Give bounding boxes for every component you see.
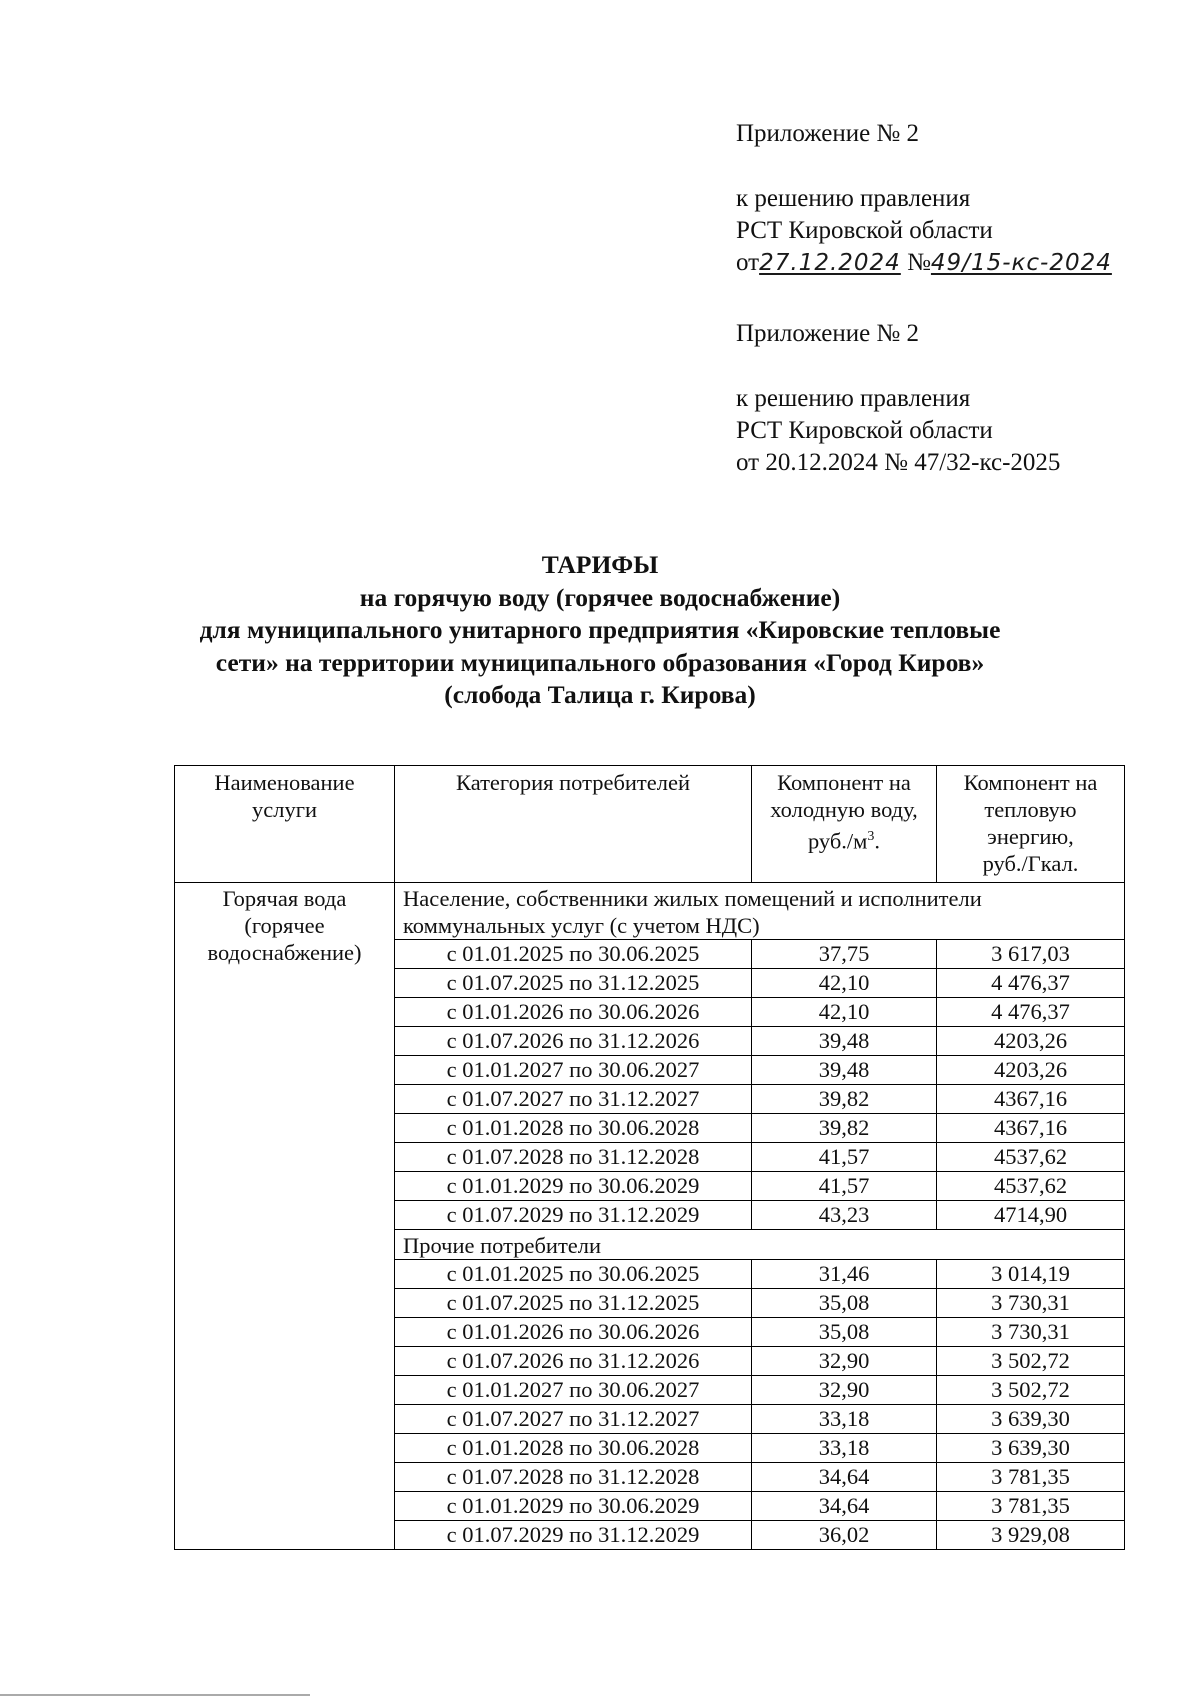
- cold-water-cell: 41,57: [752, 1143, 937, 1172]
- authority-line: РСТ Кировской области: [736, 417, 993, 444]
- heat-cell: 3 929,08: [937, 1521, 1125, 1550]
- period-cell: с 01.01.2027 по 30.06.2027: [395, 1056, 752, 1085]
- heat-cell: 3 639,30: [937, 1434, 1125, 1463]
- heat-cell: 4203,26: [937, 1056, 1125, 1085]
- decision-line: к решению правления: [736, 385, 971, 412]
- table-header-row: [175, 766, 1125, 883]
- period-cell: с 01.07.2029 по 31.12.2029: [395, 1201, 752, 1230]
- heat-cell: 4203,26: [937, 1027, 1125, 1056]
- cold-water-cell: 34,64: [752, 1463, 937, 1492]
- service-name-cell: [175, 883, 395, 1550]
- service-name-line: водоснабжение): [207, 940, 362, 965]
- heat-cell: 4537,62: [937, 1143, 1125, 1172]
- group-row: [175, 883, 1125, 940]
- heat-cell: 3 781,35: [937, 1463, 1125, 1492]
- heat-cell: 3 730,31: [937, 1318, 1125, 1347]
- cold-water-cell: 36,02: [752, 1521, 937, 1550]
- header-text: Наименование: [214, 770, 355, 795]
- heat-cell: 4 476,37: [937, 998, 1125, 1027]
- period-cell: с 01.01.2025 по 30.06.2025: [395, 1260, 752, 1289]
- cold-water-cell: 33,18: [752, 1405, 937, 1434]
- appendix-current: [736, 118, 1112, 279]
- tariff-table: [174, 765, 1125, 1550]
- heat-cell: 4714,90: [937, 1201, 1125, 1230]
- cold-water-cell: 39,82: [752, 1114, 937, 1143]
- heat-cell: 4367,16: [937, 1085, 1125, 1114]
- period-cell: с 01.07.2028 по 31.12.2028: [395, 1143, 752, 1172]
- header-text: тепловую: [984, 797, 1077, 822]
- cold-water-cell: 34,64: [752, 1492, 937, 1521]
- heat-cell: 4367,16: [937, 1114, 1125, 1143]
- cold-water-cell: 31,46: [752, 1260, 937, 1289]
- cold-water-cell: 35,08: [752, 1289, 937, 1318]
- header-cold-water: [752, 766, 937, 883]
- header-category: [395, 766, 752, 883]
- header-heat: [937, 766, 1125, 883]
- title-line: (слобода Талица г. Кирова): [444, 680, 756, 709]
- heat-cell: 3 730,31: [937, 1289, 1125, 1318]
- period-cell: с 01.07.2027 по 31.12.2027: [395, 1405, 752, 1434]
- period-cell: с 01.01.2028 по 30.06.2028: [395, 1114, 752, 1143]
- from-prefix: от: [736, 249, 760, 276]
- period-cell: с 01.07.2025 по 31.12.2025: [395, 1289, 752, 1318]
- period-cell: с 01.01.2025 по 30.06.2025: [395, 940, 752, 969]
- cold-water-cell: 42,10: [752, 969, 937, 998]
- number-prefix: №: [907, 249, 931, 276]
- header-text: энергию,: [987, 824, 1074, 849]
- unit-tail: .: [874, 828, 881, 854]
- period-cell: с 01.07.2028 по 31.12.2028: [395, 1463, 752, 1492]
- table-body: [175, 883, 1125, 1550]
- period-cell: с 01.07.2025 по 31.12.2025: [395, 969, 752, 998]
- cold-water-cell: 41,57: [752, 1172, 937, 1201]
- period-cell: с 01.07.2029 по 31.12.2029: [395, 1521, 752, 1550]
- period-cell: с 01.01.2029 по 30.06.2029: [395, 1492, 752, 1521]
- cold-water-cell: 33,18: [752, 1434, 937, 1463]
- appendix-previous: [736, 318, 1060, 479]
- appendix-title: Приложение № 2: [736, 320, 920, 347]
- decision-line: к решению правления: [736, 185, 971, 212]
- cold-water-cell: 43,23: [752, 1201, 937, 1230]
- cold-water-cell: 32,90: [752, 1376, 937, 1405]
- heat-cell: 4 476,37: [937, 969, 1125, 998]
- authority-line: РСТ Кировской области: [736, 217, 993, 244]
- decision-date-number: от 20.12.2024 № 47/32-кс-2025: [736, 449, 1061, 476]
- unit-text: руб./м: [807, 828, 868, 854]
- handwritten-date: 27.12.2024: [759, 250, 901, 276]
- header-text: Компонент на: [963, 770, 1098, 795]
- appendix-title: Приложение № 2: [736, 120, 920, 147]
- cold-water-cell: 39,48: [752, 1027, 937, 1056]
- period-cell: с 01.01.2028 по 30.06.2028: [395, 1434, 752, 1463]
- cold-water-cell: 32,90: [752, 1347, 937, 1376]
- heat-cell: 3 014,19: [937, 1260, 1125, 1289]
- header-text: Компонент на: [777, 770, 911, 795]
- handwritten-number: 49/15-кс-2024: [930, 250, 1112, 276]
- header-text: руб./Гкал.: [982, 851, 1079, 876]
- header-text: Категория потребителей: [455, 770, 691, 795]
- heat-cell: 3 639,30: [937, 1405, 1125, 1434]
- period-cell: с 01.07.2026 по 31.12.2026: [395, 1027, 752, 1056]
- period-cell: с 01.01.2029 по 30.06.2029: [395, 1172, 752, 1201]
- service-name-line: (горячее: [244, 913, 325, 938]
- unit-superscript: 3: [867, 829, 875, 844]
- title-line: сети» на территории муниципального образования «Город Киров»: [215, 647, 985, 677]
- heat-cell: 3 502,72: [937, 1347, 1125, 1376]
- period-cell: с 01.01.2026 по 30.06.2026: [395, 998, 752, 1027]
- title-line: на горячую воду (горячее водоснабжение): [359, 582, 841, 612]
- consumer-group-label: Население, собственники жилых помещений и исполнители коммунальных услуг (с учетом НДС): [395, 883, 1125, 940]
- period-cell: с 01.07.2027 по 31.12.2027: [395, 1085, 752, 1114]
- header-text: [752, 823, 936, 855]
- cold-water-cell: 39,48: [752, 1056, 937, 1085]
- scan-artifact-line: [0, 1694, 310, 1696]
- heat-cell: 3 617,03: [937, 940, 1125, 969]
- header-service: [175, 766, 395, 883]
- header-text: услуги: [252, 797, 317, 822]
- heat-cell: 4537,62: [937, 1172, 1125, 1201]
- consumer-group-label: Прочие потребители: [395, 1230, 1125, 1260]
- cold-water-cell: 35,08: [752, 1318, 937, 1347]
- title-line: для муниципального унитарного предприятия «Кировские тепловые: [199, 615, 1001, 644]
- heat-cell: 3 502,72: [937, 1376, 1125, 1405]
- period-cell: с 01.07.2026 по 31.12.2026: [395, 1347, 752, 1376]
- cold-water-cell: 39,82: [752, 1085, 937, 1114]
- document-title: [0, 549, 1200, 712]
- title-line: ТАРИФЫ: [541, 550, 659, 579]
- header-text: холодную воду,: [770, 797, 918, 822]
- period-cell: с 01.01.2026 по 30.06.2026: [395, 1318, 752, 1347]
- heat-cell: 3 781,35: [937, 1492, 1125, 1521]
- cold-water-cell: 37,75: [752, 940, 937, 969]
- decision-date-number: [736, 247, 1112, 279]
- cold-water-cell: 42,10: [752, 998, 937, 1027]
- period-cell: с 01.01.2027 по 30.06.2027: [395, 1376, 752, 1405]
- service-name-line: Горячая вода: [222, 886, 347, 911]
